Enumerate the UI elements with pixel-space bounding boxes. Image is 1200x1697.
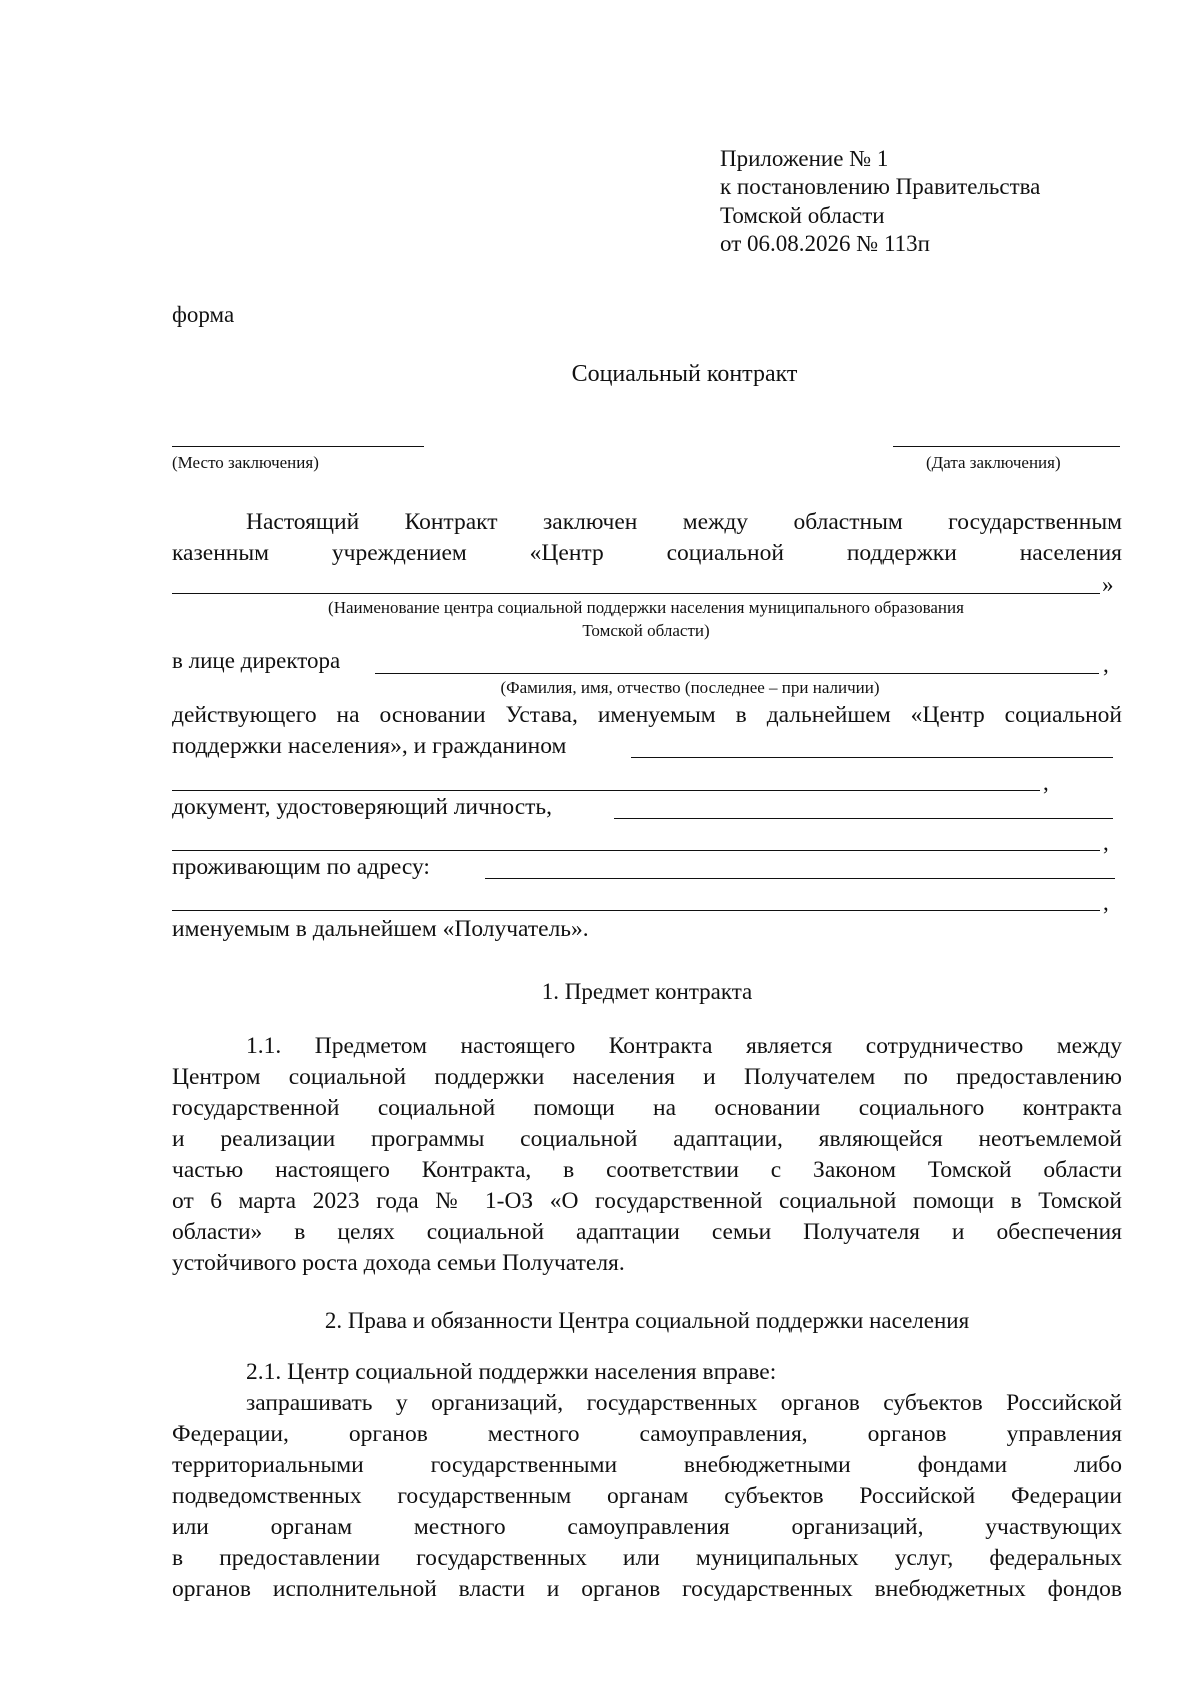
- citizen-blank-line-1: [631, 757, 1113, 758]
- acting-line: действующего на основании Устава, именуемым в дальнейшем «Центр социальной: [172, 702, 1122, 728]
- address-blank-line-1: [485, 878, 1115, 879]
- form-label: форма: [172, 302, 235, 327]
- section-1-line-4: и реализации программы социальной адаптации, являющейся неотъемлемой: [172, 1126, 1122, 1152]
- place-caption: (Место заключения): [172, 453, 319, 472]
- section-1-line-3: государственной социальной помощи на основании социального контракта: [172, 1095, 1122, 1121]
- section-2-line-3: территориальными государственными внебюджетными фондами либо: [172, 1452, 1122, 1478]
- section-2-line-4: подведомственных государственным органам субъектов Российской Федерации: [172, 1483, 1122, 1509]
- id-doc-comma: ,: [1103, 830, 1109, 855]
- id-doc-blank-line-1: [614, 818, 1113, 819]
- date-blank-line: [893, 446, 1120, 447]
- appendix-line-1: Приложение № 1: [720, 146, 889, 171]
- section-1-line-2: Центром социальной поддержки населения и Получателем по предоставлению: [172, 1064, 1122, 1090]
- section-1-line-8: устойчивого роста дохода семьи Получателя.: [172, 1250, 625, 1276]
- citizen-comma: ,: [1043, 770, 1049, 795]
- intro-line-2: казенным учреждением «Центр социальной поддержки населения: [172, 540, 1122, 566]
- close-quote: »: [1102, 572, 1114, 597]
- section-2-line-6: в предоставлении государственных или муниципальных услуг, федеральных: [172, 1545, 1122, 1571]
- section-2-heading: 2. Права и обязанности Центра социальной поддержки населения: [324, 1308, 970, 1333]
- address-label: проживающим по адресу:: [172, 854, 430, 880]
- section-1-line-5: частью настоящего Контракта, в соответствии с Законом Томской области: [172, 1157, 1122, 1183]
- id-doc-blank-line-2: [172, 850, 1100, 851]
- director-blank-line: [375, 673, 1099, 674]
- center-name-caption-1: (Наименование центра социальной поддержки населения муниципального образования: [328, 598, 964, 617]
- section-2-line-1: запрашивать у организаций, государственных органов субъектов Российской: [246, 1390, 1122, 1416]
- intro-line-1: Настоящий Контракт заключен между областным государственным: [246, 509, 1122, 535]
- recipient-line: именуемым в дальнейшем «Получатель».: [172, 916, 589, 942]
- section-1-line-1: 1.1. Предметом настоящего Контракта является сотрудничество между: [246, 1033, 1122, 1059]
- director-comma: ,: [1103, 652, 1109, 677]
- fio-caption: (Фамилия, имя, отчество (последнее – при наличии): [500, 678, 880, 697]
- id-doc-label: документ, удостоверяющий личность,: [172, 794, 553, 820]
- section-1-line-7: области» в целях социальной адаптации семьи Получателя и обеспечения: [172, 1219, 1122, 1245]
- center-name-caption-2: Томской области): [582, 621, 710, 640]
- section-2-line-5: или органам местного самоуправления организаций, участвующих: [172, 1514, 1122, 1540]
- appendix-line-4: от 06.08.2026 № 113п: [720, 231, 930, 256]
- citizen-label: поддержки населения», и гражданином: [172, 733, 567, 759]
- section-1-line-6: от 6 марта 2023 года № 1-ОЗ «О государственной социальной помощи в Томской: [172, 1188, 1122, 1214]
- section-1-heading: 1. Предмет контракта: [541, 979, 753, 1004]
- address-blank-line-2: [172, 910, 1100, 911]
- director-label: в лице директора: [172, 648, 341, 673]
- section-2-line-7: органов исполнительной власти и органов государственных внебюджетных фондов: [172, 1576, 1122, 1602]
- document-title: Социальный контракт: [571, 361, 798, 387]
- date-caption: (Дата заключения): [926, 453, 1061, 472]
- center-name-blank-line: [172, 593, 1100, 594]
- appendix-line-2: к постановлению Правительства: [720, 174, 1041, 199]
- section-2-subheading: 2.1. Центр социальной поддержки населения вправе:: [246, 1359, 777, 1385]
- section-2-line-2: Федерации, органов местного самоуправления, органов управления: [172, 1421, 1122, 1447]
- citizen-blank-line-2: [172, 790, 1040, 791]
- place-blank-line: [172, 446, 424, 447]
- address-comma: ,: [1103, 890, 1109, 915]
- appendix-line-3: Томской области: [720, 203, 885, 228]
